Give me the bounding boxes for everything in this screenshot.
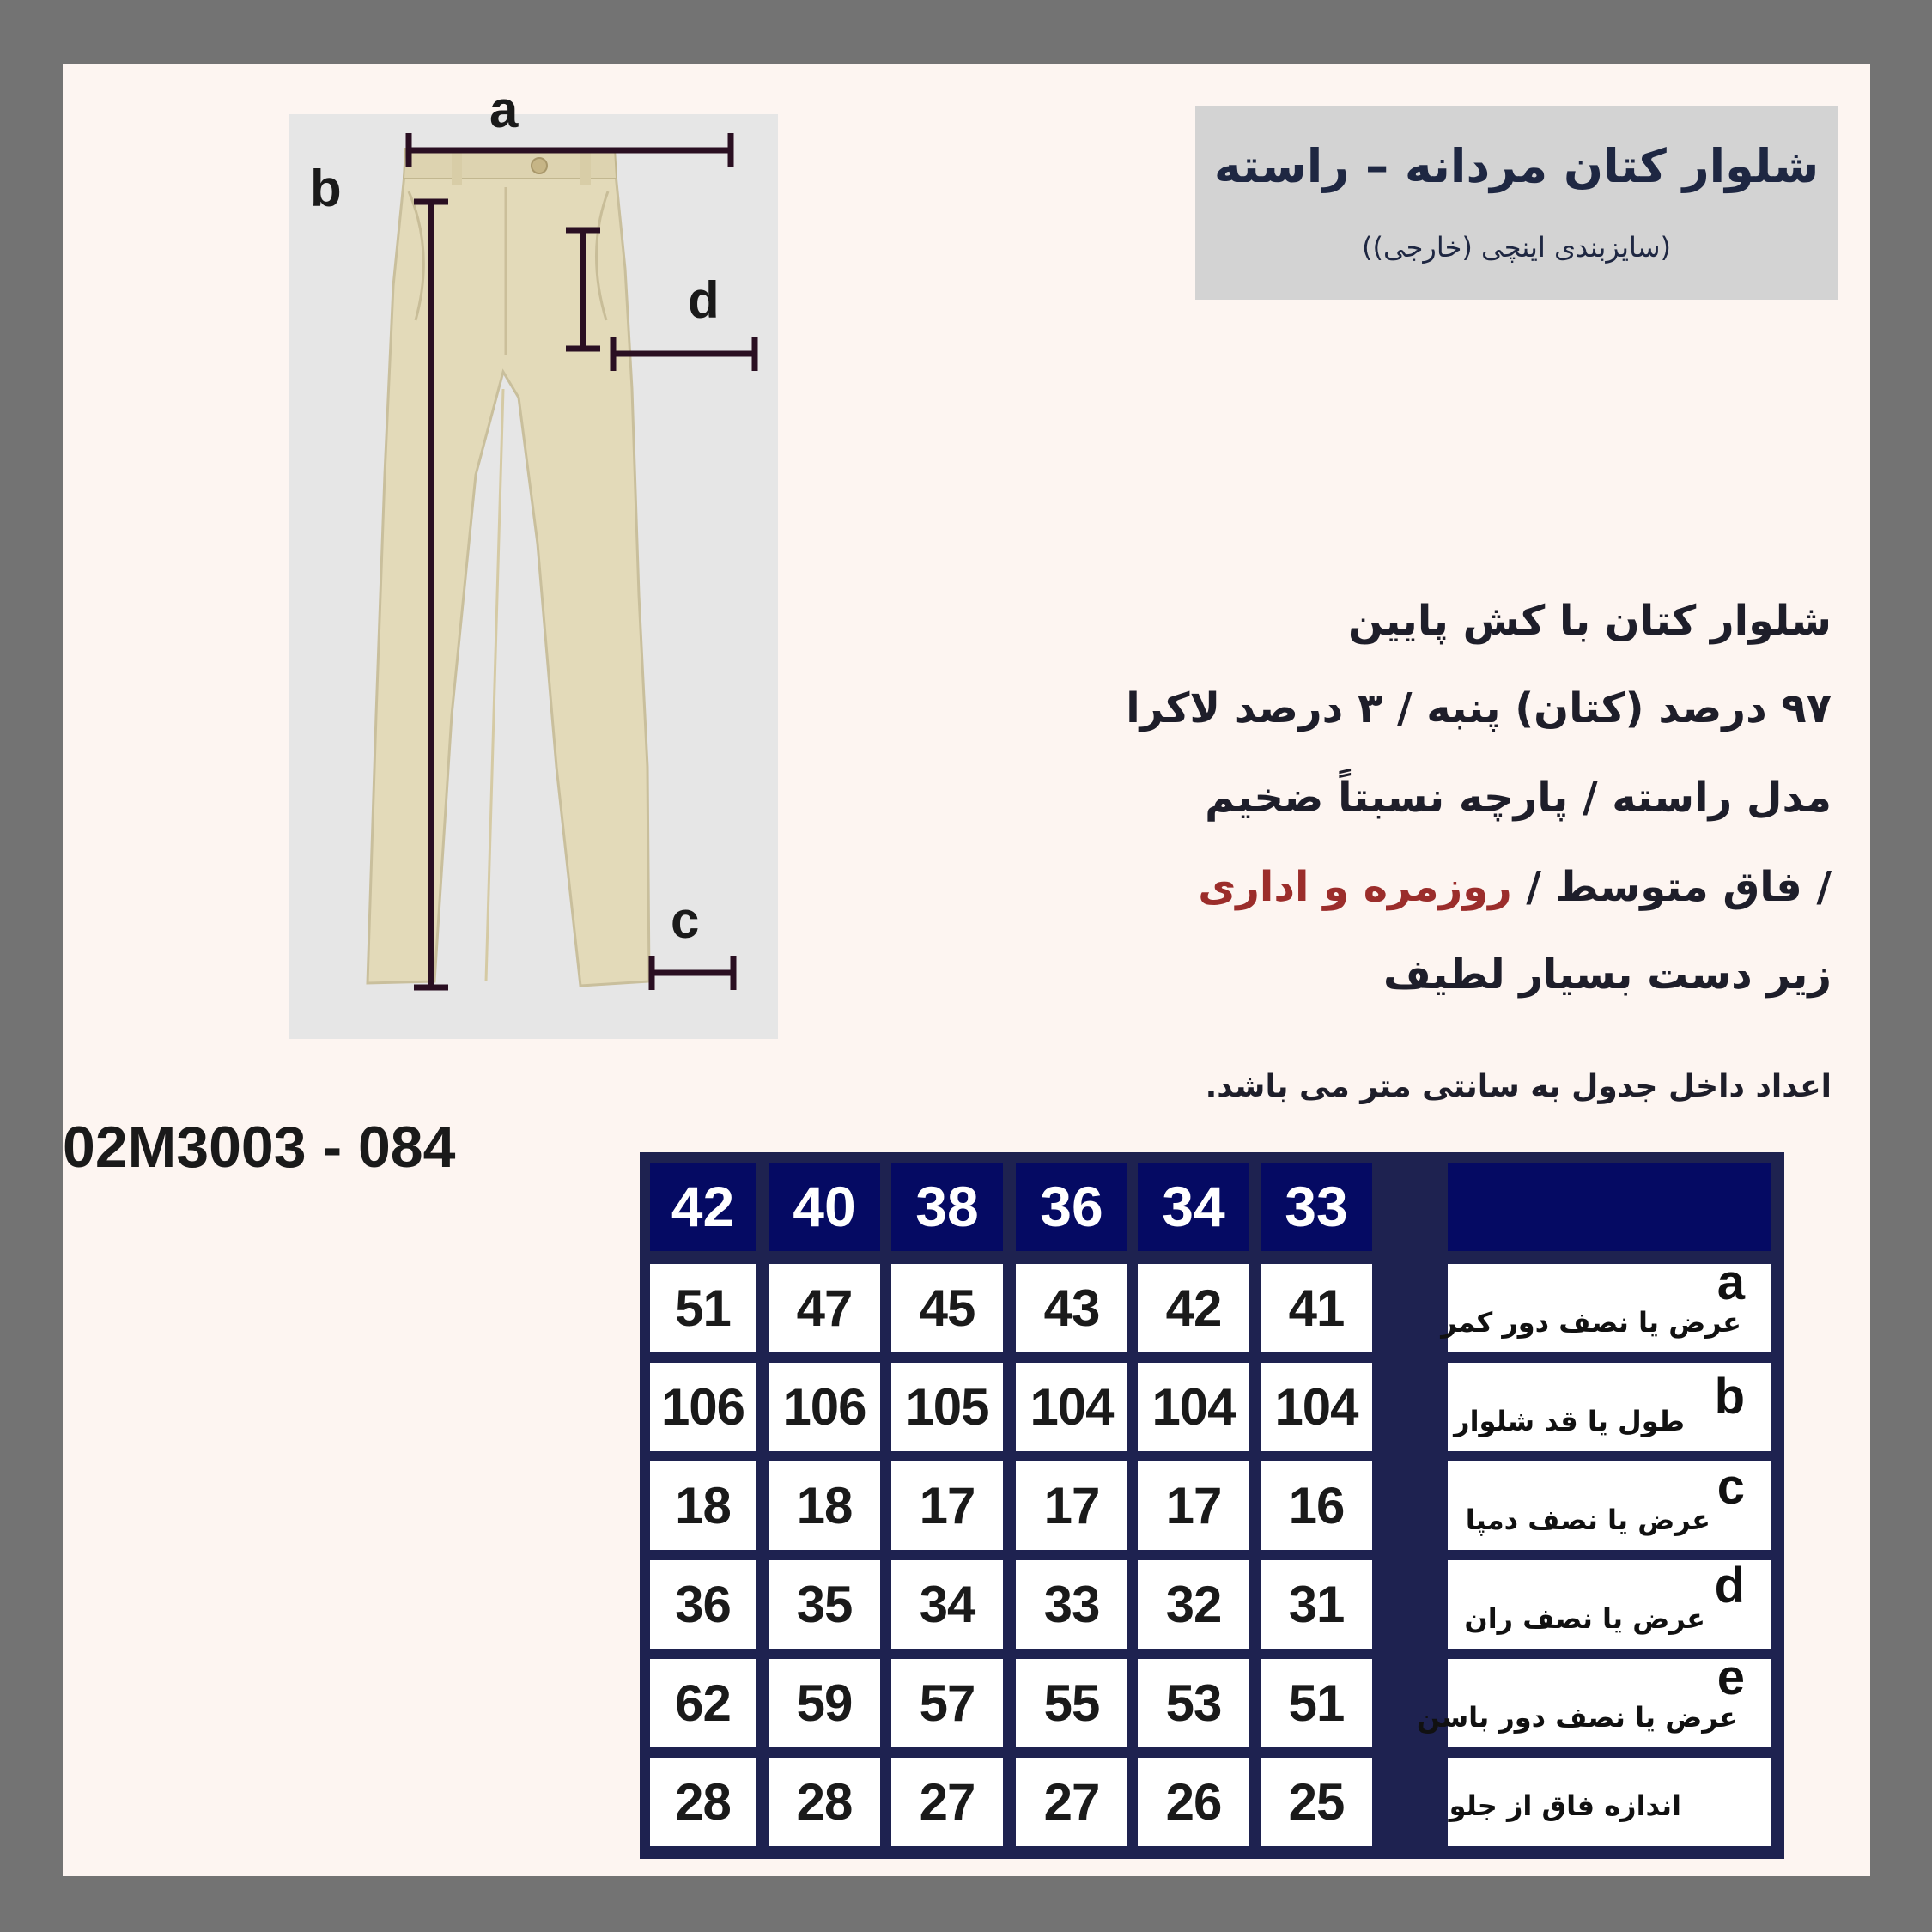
table-cell: 106 xyxy=(769,1363,880,1451)
size-header-cell: 38 xyxy=(891,1163,1003,1251)
size-header-cell: 42 xyxy=(650,1163,756,1251)
table-cell: 17 xyxy=(1138,1461,1249,1550)
size-header-cell: 40 xyxy=(769,1163,880,1251)
table-cell: 17 xyxy=(891,1461,1003,1550)
label-b: b xyxy=(310,160,342,217)
row-label-b xyxy=(1448,1363,1771,1451)
row-label-text: عرض یا نصف دور کمر xyxy=(1441,1306,1741,1339)
desc-line-3: مدل راسته / پارچه نسبتاً ضخیم xyxy=(1205,774,1832,822)
table-cell: 16 xyxy=(1261,1461,1372,1550)
row-label-d xyxy=(1448,1560,1771,1649)
size-header-cell: 34 xyxy=(1138,1163,1249,1251)
label-c: c xyxy=(671,891,700,949)
row-letter: e xyxy=(1716,1649,1745,1705)
product-code: 02M3003 - 084 xyxy=(63,1115,456,1180)
table-cell: 28 xyxy=(650,1758,756,1846)
table-cell: 32 xyxy=(1138,1560,1249,1649)
label-d: d xyxy=(688,271,720,329)
desc-line-5: زیر دست بسیار لطیف xyxy=(1383,951,1832,999)
size-chart-page xyxy=(63,64,1870,1876)
table-cell: 34 xyxy=(891,1560,1003,1649)
row-label-c xyxy=(1448,1461,1771,1550)
table-cell: 105 xyxy=(891,1363,1003,1451)
product-subtitle: (سایزبندی اینچی (خارجی)) xyxy=(1361,231,1672,264)
row-label-text: اندازه فاق از جلو xyxy=(1449,1789,1681,1822)
table-cell: 28 xyxy=(769,1758,880,1846)
table-cell: 104 xyxy=(1016,1363,1127,1451)
row-label-text: عرض یا نصف دمپا xyxy=(1465,1504,1710,1536)
table-cell: 47 xyxy=(769,1264,880,1352)
table-cell: 18 xyxy=(769,1461,880,1550)
desc-line-1: شلوار کتان با کش پایین xyxy=(1348,597,1832,645)
row-label-text: طول یا قد شلوار xyxy=(1454,1405,1685,1437)
size-header-cell: 36 xyxy=(1016,1163,1127,1251)
pants-shape xyxy=(368,149,649,986)
label-a: a xyxy=(489,81,519,138)
table-cell: 26 xyxy=(1138,1758,1249,1846)
table-cell: 25 xyxy=(1261,1758,1372,1846)
table-cell: 36 xyxy=(650,1560,756,1649)
table-cell: 51 xyxy=(1261,1659,1372,1747)
table-cell: 51 xyxy=(650,1264,756,1352)
size-header-cell: 33 xyxy=(1261,1163,1372,1251)
row-letter: a xyxy=(1716,1255,1745,1310)
button-icon xyxy=(532,158,547,173)
table-cell: 42 xyxy=(1138,1264,1249,1352)
size-header-corner xyxy=(1448,1163,1771,1251)
desc-line-2: ۹۷ درصد (کتان) پنبه / ۳ درصد لاکرا xyxy=(1126,684,1832,732)
table-cell: 41 xyxy=(1261,1264,1372,1352)
table-cell: 55 xyxy=(1016,1659,1127,1747)
desc-line-4-sep: / xyxy=(1526,863,1541,911)
table-cell: 35 xyxy=(769,1560,880,1649)
table-cell: 33 xyxy=(1016,1560,1127,1649)
table-cell: 106 xyxy=(650,1363,756,1451)
row-label-text: عرض یا نصف ران xyxy=(1464,1602,1705,1635)
desc-line-4 xyxy=(1198,863,1832,911)
table-cell: 62 xyxy=(650,1659,756,1747)
table-cell: 27 xyxy=(1016,1758,1127,1846)
row-label-e xyxy=(1416,1649,1771,1747)
table-cell: 104 xyxy=(1261,1363,1372,1451)
product-title: شلوار کتان مردانه – راسته xyxy=(1213,139,1820,193)
desc-line-4-part: / فاق متوسط xyxy=(1555,863,1832,911)
table-cell: 31 xyxy=(1261,1560,1372,1649)
desc-line-4-highlight: روزمره و اداری xyxy=(1198,863,1512,911)
table-cell: 104 xyxy=(1138,1363,1249,1451)
table-cell: 59 xyxy=(769,1659,880,1747)
pants-illustration xyxy=(289,114,778,1039)
table-cell: 18 xyxy=(650,1461,756,1550)
row-letter: c xyxy=(1716,1459,1745,1515)
row-label-front-rise xyxy=(1448,1758,1771,1846)
row-letter: d xyxy=(1714,1558,1745,1613)
size-table xyxy=(640,1152,1784,1859)
row-label-text: عرض یا نصف دور باسن xyxy=(1416,1701,1738,1734)
table-cell: 45 xyxy=(891,1264,1003,1352)
table-cell: 57 xyxy=(891,1659,1003,1747)
table-cell: 27 xyxy=(891,1758,1003,1846)
row-letter: b xyxy=(1714,1369,1745,1425)
table-cell: 43 xyxy=(1016,1264,1127,1352)
units-note: اعداد داخل جدول به سانتی متر می باشد. xyxy=(1205,1069,1832,1104)
title-box xyxy=(1195,106,1838,300)
table-cell: 53 xyxy=(1138,1659,1249,1747)
table-cell: 17 xyxy=(1016,1461,1127,1550)
pants-diagram xyxy=(289,114,778,1039)
row-label-a xyxy=(1441,1255,1771,1352)
